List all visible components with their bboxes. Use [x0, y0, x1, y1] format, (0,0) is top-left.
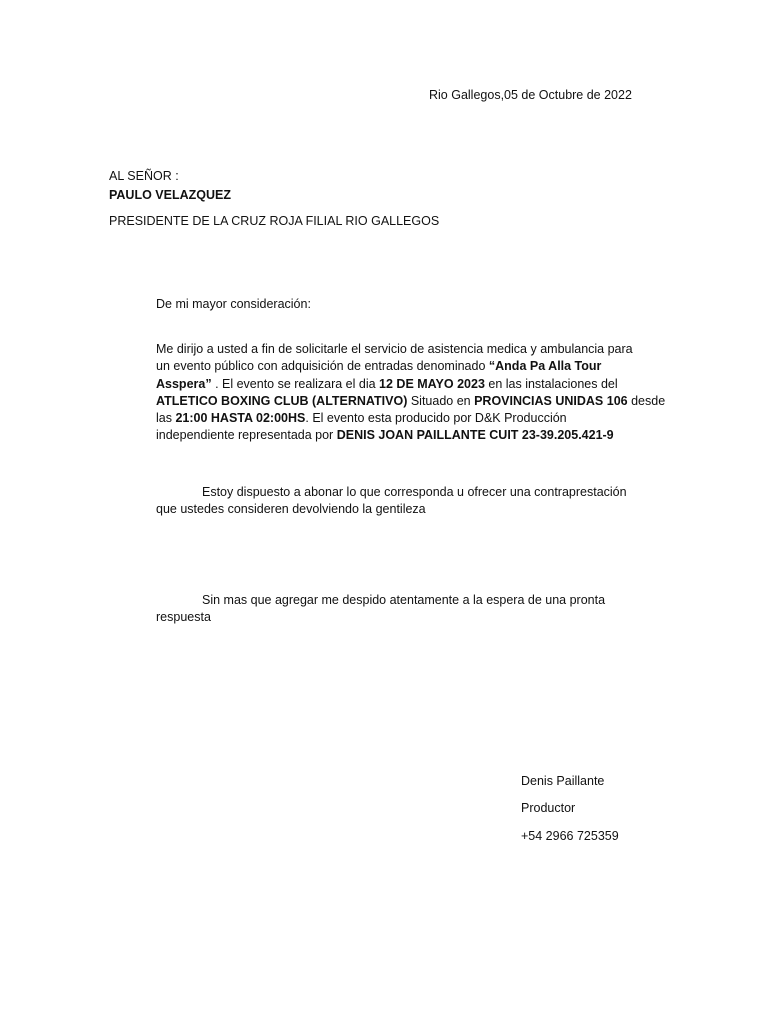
venue-address: PROVINCIAS UNIDAS 106	[474, 393, 628, 408]
signature-phone: +54 2966 725359	[521, 829, 619, 843]
offer-text: Estoy dispuesto a abonar lo que corresponda u ofrecer una contraprestación	[202, 485, 627, 499]
body-text: Me dirijo a usted a fin de solicitarle el servicio de asistencia medica y ambulancia para	[156, 342, 633, 356]
body-text: las	[156, 411, 176, 426]
body-text: Situado en	[407, 393, 475, 408]
body-text: en las instalaciones del	[484, 376, 618, 391]
closing-paragraph	[156, 592, 605, 627]
offer-line-2	[156, 501, 627, 518]
recipient-name: PAULO VELAZQUEZ	[109, 188, 231, 202]
signature-name: Denis Paillante	[521, 774, 605, 788]
event-name-start: “Anda Pa Alla Tour	[488, 359, 602, 374]
salutation-label: AL SEÑOR :	[109, 169, 179, 183]
greeting: De mi mayor consideración:	[156, 297, 311, 311]
body-text: . El evento esta producido por D&K Producción	[305, 411, 567, 426]
body-line-3	[156, 376, 665, 393]
producer-id: DENIS JOAN PAILLANTE CUIT 23-39.205.421-9	[336, 428, 614, 443]
recipient-position: PRESIDENTE DE LA CRUZ ROJA FILIAL RIO GALLEGOS	[109, 214, 440, 228]
venue-name: ATLETICO BOXING CLUB (ALTERNATIVO)	[156, 393, 408, 408]
body-line-2	[156, 358, 665, 375]
body-text: independiente representada por	[156, 428, 337, 443]
closing-text: Sin mas que agregar me despido atentamente a la espera de una pronta	[202, 593, 606, 607]
closing-line-2	[156, 609, 605, 626]
event-name-end: Asspera”	[156, 376, 216, 391]
signature-role: Productor	[521, 801, 576, 815]
body-line-6	[156, 427, 665, 444]
body-line-5	[156, 410, 665, 427]
body-text: desde	[627, 393, 666, 408]
body-paragraph	[156, 341, 665, 445]
closing-line-1	[156, 592, 605, 609]
body-text: . El evento se realizara el dia	[215, 376, 380, 391]
event-date: 12 DE MAYO 2023	[379, 376, 485, 391]
event-hours: 21:00 HASTA 02:00HS	[175, 411, 306, 426]
body-line-4	[156, 393, 665, 410]
body-text: un evento público con adquisición de entradas denominado	[156, 359, 489, 374]
offer-text: que ustedes consideren devolviendo la gentileza	[156, 502, 426, 517]
offer-paragraph	[156, 484, 627, 519]
place-date: Rio Gallegos,05 de Octubre de 2022	[429, 88, 632, 102]
closing-text: respuesta	[156, 610, 211, 625]
body-line-1	[156, 341, 665, 358]
offer-line-1	[156, 484, 627, 501]
